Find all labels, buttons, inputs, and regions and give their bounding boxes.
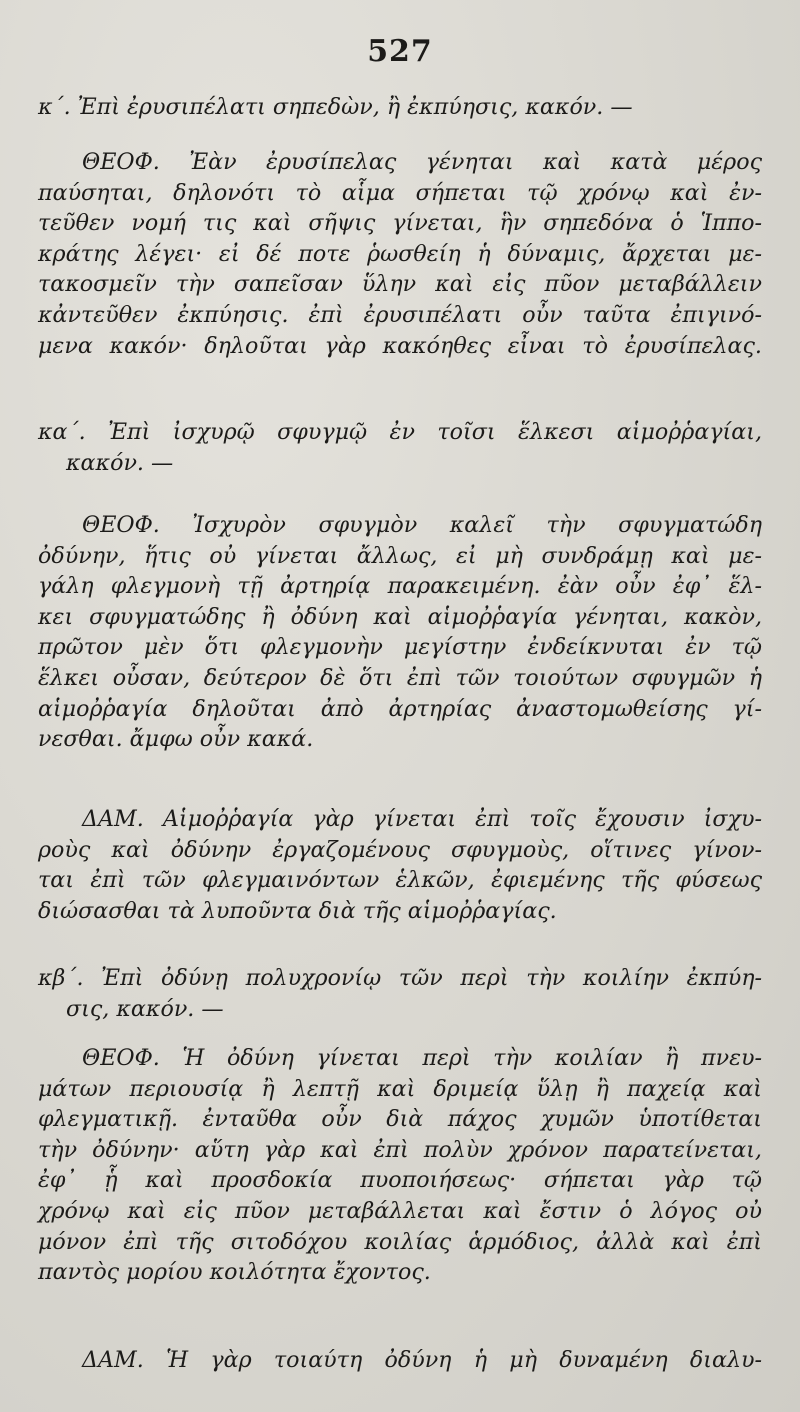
aphorism-line: κ΄. Ἐπὶ ἐρυσιπέλατι σηπεδὼν, ἢ ἐκπύησις, κακόν. — bbox=[38, 94, 633, 120]
commentary-line: φλεγματικῇ. ἐνταῦθα οὖν διὰ πάχος χυμῶν ὑποτίθεται bbox=[38, 1106, 762, 1133]
commentary-line: τὴν ὀδύνην· αὕτη γὰρ καὶ ἐπὶ πολὺν χρόνον παρατείνεται, bbox=[38, 1136, 762, 1163]
commentary-line: παύσηται, δηλονότι τὸ αἷμα σήπεται τῷ χρόνῳ καὶ ἐν- bbox=[38, 179, 762, 206]
commentary-line: πρῶτον μὲν ὅτι φλεγμονὴν μεγίστην ἐνδείκνυται ἐν τῷ bbox=[38, 634, 762, 661]
commentary-line: μόνον ἐπὶ τῆς σιτοδόχου κοιλίας ἁρμόδιος, ἀλλὰ καὶ ἐπὶ bbox=[38, 1228, 762, 1255]
commentary-line: διώσασθαι τὰ λυποῦντα διὰ τῆς αἱμοῤῥαγίας. bbox=[38, 897, 557, 924]
commentary-damascius-2 bbox=[38, 1345, 762, 1376]
commentary-line: νεσθαι. ἄμφω οὖν κακά. bbox=[38, 726, 314, 753]
commentary-line: παντὸς μορίου κοιλότητα ἔχοντος. bbox=[38, 1259, 431, 1286]
aphorism-22 bbox=[38, 963, 762, 1024]
commentary-line: τακοσμεῖν τὴν σαπεῖσαν ὕλην καὶ εἰς πῦον μεταβάλλειν bbox=[38, 271, 762, 298]
commentary-line: ἕλκει οὖσαν, δεύτερον δὲ ὅτι ἐπὶ τῶν τοιούτων σφυγμῶν ἡ bbox=[38, 664, 762, 691]
aphorism-line: κακόν. — bbox=[66, 449, 174, 476]
commentary-line: αἱμοῤῥαγία δηλοῦται ἀπὸ ἀρτηρίας ἀναστομωθείσης γί- bbox=[38, 695, 762, 722]
commentary-line: χρόνῳ καὶ εἰς πῦον μεταβάλλεται καὶ ἔστιν ὁ λόγος οὐ bbox=[38, 1197, 762, 1224]
commentary-line: ΘΕΟΦ. Ἡ ὀδύνη γίνεται περὶ τὴν κοιλίαν ἢ πνευ- bbox=[82, 1045, 762, 1071]
aphorism-line: κα΄. Ἐπὶ ἰσχυρῷ σφυγμῷ ἐν τοῖσι ἕλκεσι αἱμοῤῥαγίαι, bbox=[38, 419, 762, 445]
commentary-line: ται ἐπὶ τῶν φλεγμαινόντων ἑλκῶν, ἐφιεμένης τῆς φύσεως bbox=[38, 867, 762, 894]
commentary-line: γάλη φλεγμονὴ τῇ ἀρτηρίᾳ παρακειμένη. ἐὰν οὖν ἐφ᾽ ἕλ- bbox=[38, 573, 762, 600]
commentary-line: μενα κακόν· δηλοῦται γὰρ κακόηθες εἶναι τὸ ἐρυσίπελας. bbox=[38, 332, 762, 359]
book-page bbox=[38, 0, 762, 1412]
commentary-line: ΔΑΜ. Ἡ γὰρ τοιαύτη ὀδύνη ἡ μὴ δυναμένη διαλυ- bbox=[82, 1347, 762, 1373]
aphorism-20 bbox=[38, 92, 762, 123]
aphorism-line: κβ΄. Ἐπὶ ὀδύνῃ πολυχρονίῳ τῶν περὶ τὴν κοιλίην ἐκπύη- bbox=[38, 965, 762, 991]
commentary-line: κἀντεῦθεν ἐκπύησις. ἐπὶ ἐρυσιπέλατι οὖν ταῦτα ἐπιγινό- bbox=[38, 301, 762, 328]
page-number: 527 bbox=[367, 34, 433, 69]
commentary-line: τεῦθεν νομή τις καὶ σῆψις γίνεται, ἣν σηπεδόνα ὁ Ἱππο- bbox=[38, 210, 762, 237]
commentary-line: ΔΑΜ. Αἱμοῤῥαγία γὰρ γίνεται ἐπὶ τοῖς ἔχουσιν ἰσχυ- bbox=[82, 806, 762, 832]
commentary-line: ἐφ᾽ ᾗ καὶ προσδοκία πυοποιήσεως· σήπεται γὰρ τῷ bbox=[38, 1167, 762, 1194]
commentary-line: ΘΕΟΦ. Ἰσχυρὸν σφυγμὸν καλεῖ τὴν σφυγματώδη bbox=[82, 512, 762, 538]
commentary-theophilus-1 bbox=[38, 147, 762, 361]
commentary-line: ΘΕΟΦ. Ἐὰν ἐρυσίπελας γένηται καὶ κατὰ μέρος bbox=[82, 149, 762, 175]
commentary-line: κράτης λέγει· εἰ δέ ποτε ῥωσθείη ἡ δύναμις, ἄρχεται με- bbox=[38, 240, 762, 267]
commentary-line: ροὺς καὶ ὀδύνην ἐργαζομένους σφυγμοὺς, οἵτινες γίνον- bbox=[38, 836, 762, 863]
commentary-line: μάτων περιουσίᾳ ἢ λεπτῇ καὶ δριμείᾳ ὕλῃ ἢ παχείᾳ καὶ bbox=[38, 1075, 762, 1102]
commentary-theophilus-2 bbox=[38, 510, 762, 755]
commentary-theophilus-3 bbox=[38, 1043, 762, 1288]
commentary-line: ὀδύνην, ἥτις οὐ γίνεται ἄλλως, εἰ μὴ συνδράμῃ καὶ με- bbox=[38, 542, 762, 569]
commentary-damascius-1 bbox=[38, 804, 762, 926]
aphorism-21 bbox=[38, 417, 762, 478]
aphorism-line: σις, κακόν. — bbox=[66, 995, 224, 1022]
commentary-line: κει σφυγματώδης ἢ ὀδύνη καὶ αἱμοῤῥαγία γένηται, κακὸν, bbox=[38, 603, 762, 630]
